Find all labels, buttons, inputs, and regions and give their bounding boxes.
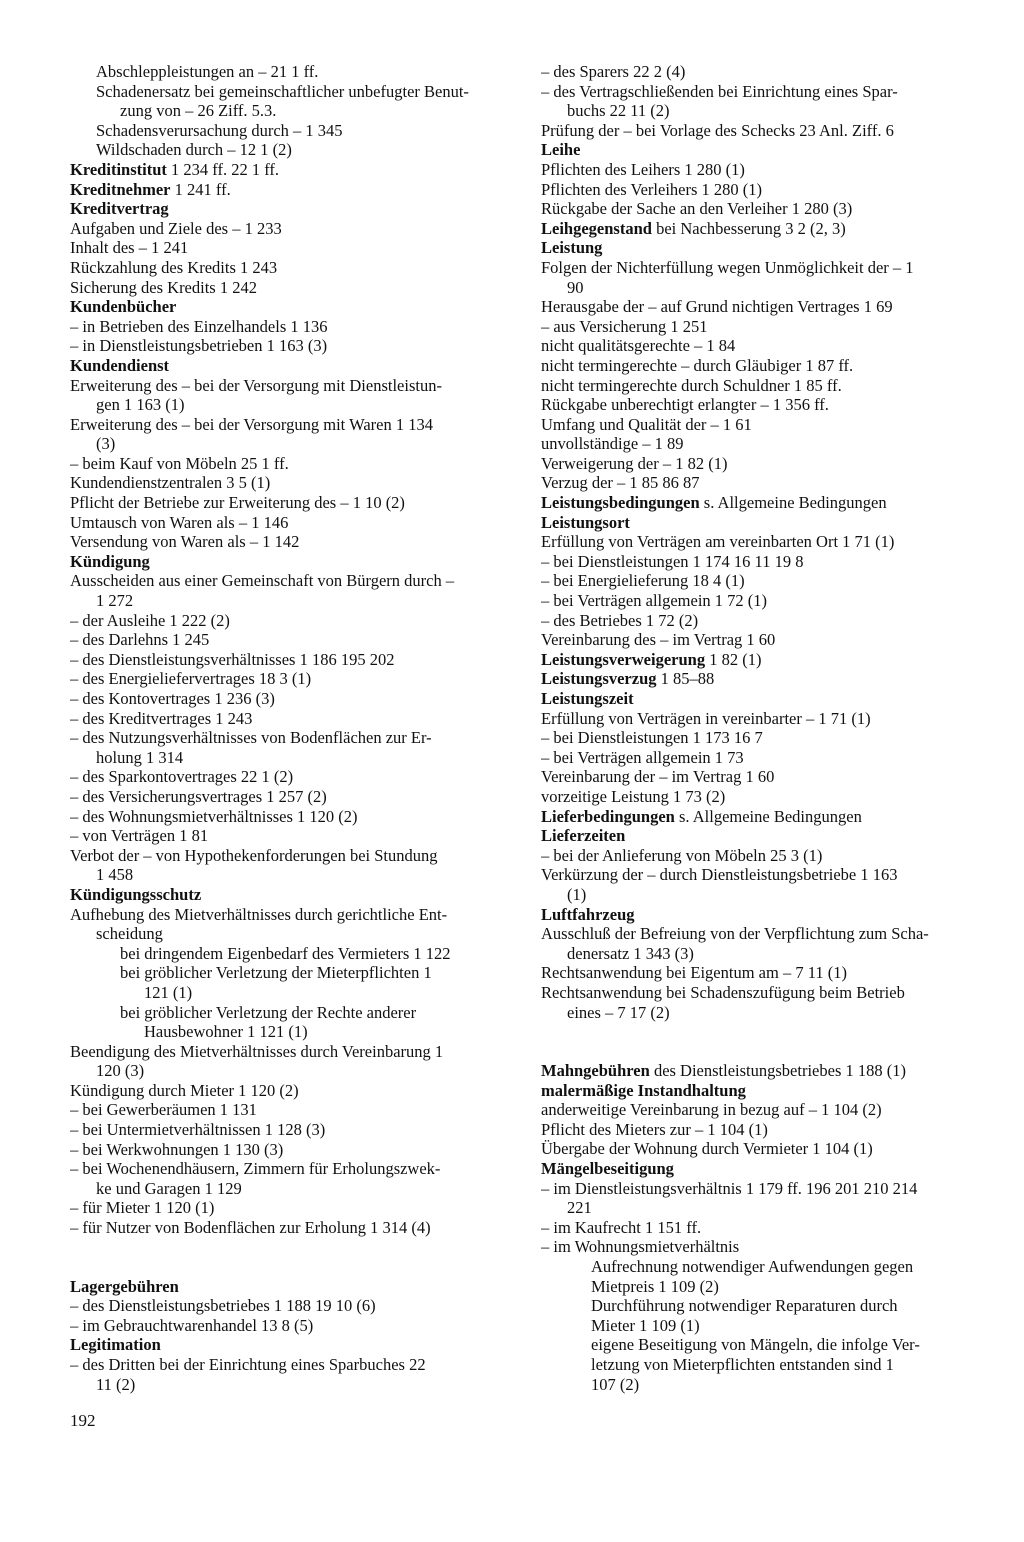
index-entry: – des Dienstleistungsverhältnisses 1 186 195 202 [70, 649, 395, 669]
index-entry: – bei Wochenendhäusern, Zimmern für Erholungszwek- [70, 1159, 441, 1179]
index-heading: Lieferzeiten [541, 826, 626, 846]
index-entry: Erweiterung des – bei der Versorgung mit Waren 1 134 [70, 414, 433, 434]
index-entry: Ausscheiden aus einer Gemeinschaft von Bürgern durch – [70, 571, 455, 591]
index-entry: – des Nutzungsverhältnisses von Bodenflächen zur Er- [70, 728, 432, 748]
index-entry: – des Sparkontovertrages 22 1 (2) [70, 767, 294, 787]
index-entry: nicht termingerechte durch Schuldner 1 85 ff. [541, 375, 842, 395]
index-entry: scheidung [96, 924, 163, 944]
index-heading-line [541, 807, 986, 827]
index-entry: (1) [567, 884, 587, 904]
index-entry: – bei der Anlieferung von Möbeln 25 3 (1) [541, 845, 823, 865]
index-entry: Folgen der Nichterfüllung wegen Unmöglichkeit der – 1 [541, 257, 914, 277]
index-heading: Kreditvertrag [70, 199, 169, 219]
section-gap [541, 1022, 986, 1061]
index-heading: Leistungszeit [541, 689, 634, 708]
index-entry: zung von – 26 Ziff. 5.3. [120, 101, 277, 121]
index-heading-line [541, 1061, 986, 1081]
index-entry: – im Gebrauchtwarenhandel 13 8 (5) [70, 1315, 314, 1335]
index-entry: – der Ausleihe 1 222 (2) [70, 610, 230, 630]
index-entry: anderweitige Vereinbarung in bezug auf – 1 104 (2) [541, 1100, 882, 1120]
index-entry: Verzug der – 1 85 86 87 [541, 473, 700, 493]
index-heading: Mängelbeseitigung [541, 1159, 674, 1179]
index-entry: Herausgabe der – auf Grund nichtigen Vertrages 1 69 [541, 297, 893, 317]
index-entry: – des Kreditvertrages 1 243 [70, 708, 253, 728]
index-entry: Ausschluß der Befreiung von der Verpflichtung zum Scha- [541, 924, 929, 944]
index-entry: Verweigerung der – 1 82 (1) [541, 453, 728, 473]
index-entry: holung 1 314 [96, 747, 184, 767]
index-entry: Pflicht des Mieters zur – 1 104 (1) [541, 1119, 768, 1139]
index-entry: Pflichten des Leihers 1 280 (1) [541, 159, 745, 179]
index-entry: – in Betrieben des Einzelhandels 1 136 [70, 316, 328, 336]
right-column [541, 62, 986, 1394]
index-entry: Sicherung des Kredits 1 242 [70, 277, 257, 297]
index-heading-line [541, 669, 986, 689]
index-references: 1 241 ff. [174, 179, 231, 199]
index-entry: – bei Verträgen allgemein 1 72 (1) [541, 591, 768, 611]
index-entry: – im Kaufrecht 1 151 ff. [541, 1217, 702, 1237]
index-entry: Rückzahlung des Kredits 1 243 [70, 257, 278, 277]
index-heading-line [541, 650, 986, 670]
index-heading-line [541, 493, 986, 513]
index-entry: Verbot der – von Hypothekenforderungen bei Stundung [70, 845, 438, 865]
index-heading: Leistungsort [541, 512, 630, 532]
index-entry: Erweiterung des – bei der Versorgung mit Dienstleistun- [70, 375, 442, 395]
index-entry: – des Dienstleistungsbetriebes 1 188 19 10 (6) [70, 1296, 376, 1316]
index-references: 1 234 ff. 22 1 ff. [171, 159, 280, 179]
index-entry: Kundendienstzentralen 3 5 (1) [70, 473, 271, 493]
index-entry: – des Vertragschließenden bei Einrichtung eines Spar- [541, 81, 898, 101]
index-entry: Übergabe der Wohnung durch Vermieter 1 104 (1) [541, 1139, 873, 1159]
index-heading: Lieferbedingungen [541, 806, 675, 826]
index-entry: – des Versicherungsvertrages 1 257 (2) [70, 786, 327, 806]
index-heading: Legitimation [70, 1335, 161, 1355]
index-entry: – bei Verträgen allgemein 1 73 [541, 747, 744, 767]
index-references: 1 85–88 [660, 669, 715, 689]
index-entry: – des Dritten bei der Einrichtung eines Sparbuches 22 [70, 1355, 426, 1374]
index-entry: Pflicht der Betriebe zur Erweiterung des – 1 10 (2) [70, 493, 405, 513]
index-heading: Leistungsverzug [541, 669, 657, 689]
index-entry: Aufhebung des Mietverhältnisses durch gerichtliche Ent- [70, 904, 448, 924]
index-heading: Kundendienst [70, 355, 170, 375]
index-entry: – bei Werkwohnungen 1 130 (3) [70, 1139, 284, 1159]
index-entry: Rechtsanwendung bei Eigentum am – 7 11 (1) [541, 963, 847, 983]
index-entry: Versendung von Waren als – 1 142 [70, 532, 300, 552]
index-entry: – für Mieter 1 120 (1) [70, 1198, 215, 1218]
index-entry: Prüfung der – bei Vorlage des Schecks 23 Anl. Ziff. 6 [541, 120, 894, 140]
index-entry: Pflichten des Verleihers 1 280 (1) [541, 179, 763, 199]
index-entry: 120 (3) [96, 1061, 145, 1081]
index-heading: Leistungsverweigerung [541, 649, 706, 669]
index-entry: Mietpreis 1 109 (2) [591, 1276, 719, 1296]
index-entry: 1 458 [96, 865, 134, 885]
index-entry: Vereinbarung des – im Vertrag 1 60 [541, 630, 776, 650]
index-entry: – des Wohnungsmietverhältnisses 1 120 (2) [70, 806, 358, 826]
index-heading: Lagergebühren [70, 1276, 179, 1296]
index-entry: Mieter 1 109 (1) [591, 1315, 700, 1335]
index-references: s. Allgemeine Bedingungen [703, 493, 887, 513]
index-entry: Abschleppleistungen an – 21 1 ff. [96, 62, 319, 81]
index-entry: 90 [567, 277, 584, 297]
index-entry: bei dringendem Eigenbedarf des Vermieters 1 122 [120, 943, 451, 963]
index-entry: – beim Kauf von Möbeln 25 1 ff. [70, 453, 289, 473]
index-entry: – des Sparers 22 2 (4) [541, 62, 686, 81]
index-heading: malermäßige Instandhaltung [541, 1080, 746, 1100]
index-entry: Hausbewohner 1 121 (1) [144, 1022, 308, 1042]
index-entry: 1 272 [96, 591, 134, 611]
index-heading: Leistungsbedingungen [541, 493, 700, 513]
index-entry: Schadenersatz bei gemeinschaftlicher unbefugter Benut- [96, 81, 469, 101]
index-entry: – des Kontovertrages 1 236 (3) [70, 689, 275, 708]
index-heading-line [541, 219, 986, 239]
index-entry: letzung von Mieterpflichten entstanden sind 1 [591, 1355, 894, 1374]
index-heading: Kündigung [70, 551, 150, 571]
page-number: 192 [70, 1411, 96, 1430]
index-entry: – im Wohnungsmietverhältnis [541, 1237, 740, 1257]
index-entry: – bei Dienstleistungen 1 174 16 11 19 8 [541, 551, 804, 571]
index-heading: Leistung [541, 238, 603, 258]
index-entry: – bei Gewerberäumen 1 131 [70, 1100, 257, 1120]
index-heading: Kreditnehmer [70, 179, 171, 199]
index-entry: Wildschaden durch – 12 1 (2) [96, 140, 292, 160]
index-references: s. Allgemeine Bedingungen [678, 806, 862, 826]
index-entry: Aufgaben und Ziele des – 1 233 [70, 218, 282, 238]
index-entry: Kündigung durch Mieter 1 120 (2) [70, 1080, 299, 1100]
index-entry: Umtausch von Waren als – 1 146 [70, 512, 289, 532]
index-entry: – für Nutzer von Bodenflächen zur Erholung 1 314 (4) [70, 1218, 431, 1238]
index-entry: Rückgabe der Sache an den Verleiher 1 280 (3) [541, 199, 853, 219]
index-entry: Umfang und Qualität der – 1 61 [541, 414, 752, 434]
index-entry: (3) [96, 434, 116, 454]
index-heading: Kundenbücher [70, 297, 177, 317]
index-entry: Schadensverursachung durch – 1 345 [96, 120, 343, 140]
index-entry: – von Verträgen 1 81 [70, 826, 209, 846]
index-entry: – aus Versicherung 1 251 [541, 316, 708, 336]
index-entry: gen 1 163 (1) [96, 395, 185, 415]
index-entry: 121 (1) [144, 982, 193, 1002]
left-column [70, 62, 515, 1394]
section-gap [70, 1238, 515, 1277]
index-entry: Erfüllung von Verträgen in vereinbarter – 1 71 (1) [541, 708, 871, 728]
index-heading-line [70, 160, 515, 180]
index-entry: 11 (2) [96, 1374, 136, 1394]
index-heading: Leihe [541, 140, 581, 160]
index-entry: – in Dienstleistungsbetrieben 1 163 (3) [70, 336, 328, 356]
index-entry: eines – 7 17 (2) [567, 1002, 670, 1022]
index-entry: – bei Dienstleistungen 1 173 16 7 [541, 728, 763, 748]
index-entry: eigene Beseitigung von Mängeln, die infolge Ver- [591, 1335, 920, 1355]
index-heading: Kreditinstitut [70, 159, 167, 179]
index-heading: Mahngebühren [541, 1061, 650, 1081]
index-heading-line [70, 180, 515, 200]
index-entry: Rückgabe unberechtigt erlangter – 1 356 ff. [541, 395, 829, 415]
index-entry: denersatz 1 343 (3) [567, 943, 694, 963]
index-entry: unvollständige – 1 89 [541, 434, 684, 454]
index-entry: vorzeitige Leistung 1 73 (2) [541, 786, 726, 806]
index-heading: Leihgegenstand [541, 218, 652, 238]
index-entry: Durchführung notwendiger Reparaturen durch [591, 1296, 898, 1316]
index-entry: 221 [567, 1198, 592, 1218]
index-references: 1 82 (1) [709, 649, 762, 669]
index-entry: Rechtsanwendung bei Schadenszufügung beim Betrieb [541, 982, 905, 1002]
index-entry: Vereinbarung der – im Vertrag 1 60 [541, 767, 775, 787]
index-entry: – des Betriebes 1 72 (2) [541, 610, 699, 630]
index-entry: buchs 22 11 (2) [567, 101, 670, 121]
index-entry: bei gröblicher Verletzung der Rechte anderer [120, 1002, 417, 1022]
index-references: bei Nachbesserung 3 2 (2, 3) [656, 218, 846, 238]
index-entry: bei gröblicher Verletzung der Mieterpflichten 1 [120, 963, 432, 983]
index-heading: Kündigungsschutz [70, 884, 202, 904]
index-entry: – des Energieliefervertrages 18 3 (1) [70, 669, 312, 689]
index-entry: Aufrechnung notwendiger Aufwendungen gegen [591, 1257, 914, 1277]
index-entry: – bei Untermietverhältnissen 1 128 (3) [70, 1120, 326, 1140]
index-heading: Luftfahrzeug [541, 904, 635, 924]
index-entry: – im Dienstleistungsverhältnis 1 179 ff. 196 201 210 214 [541, 1178, 918, 1198]
index-entry: ke und Garagen 1 129 [96, 1178, 242, 1198]
index-entry: Inhalt des – 1 241 [70, 238, 189, 258]
index-entry: Erfüllung von Verträgen am vereinbarten Ort 1 71 (1) [541, 532, 895, 552]
index-entry: nicht qualitätsgerechte – 1 84 [541, 336, 736, 356]
index-entry: nicht termingerechte – durch Gläubiger 1 87 ff. [541, 355, 854, 375]
index-entry: – des Darlehns 1 245 [70, 630, 210, 650]
index-entry: – bei Energielieferung 18 4 (1) [541, 571, 745, 591]
index-entry: Verkürzung der – durch Dienstleistungsbetriebe 1 163 [541, 865, 898, 885]
index-entry: 107 (2) [591, 1374, 640, 1394]
index-references: des Dienstleistungsbetriebes 1 188 (1) [653, 1061, 906, 1081]
index-entry: Beendigung des Mietverhältnisses durch Vereinbarung 1 [70, 1041, 444, 1061]
